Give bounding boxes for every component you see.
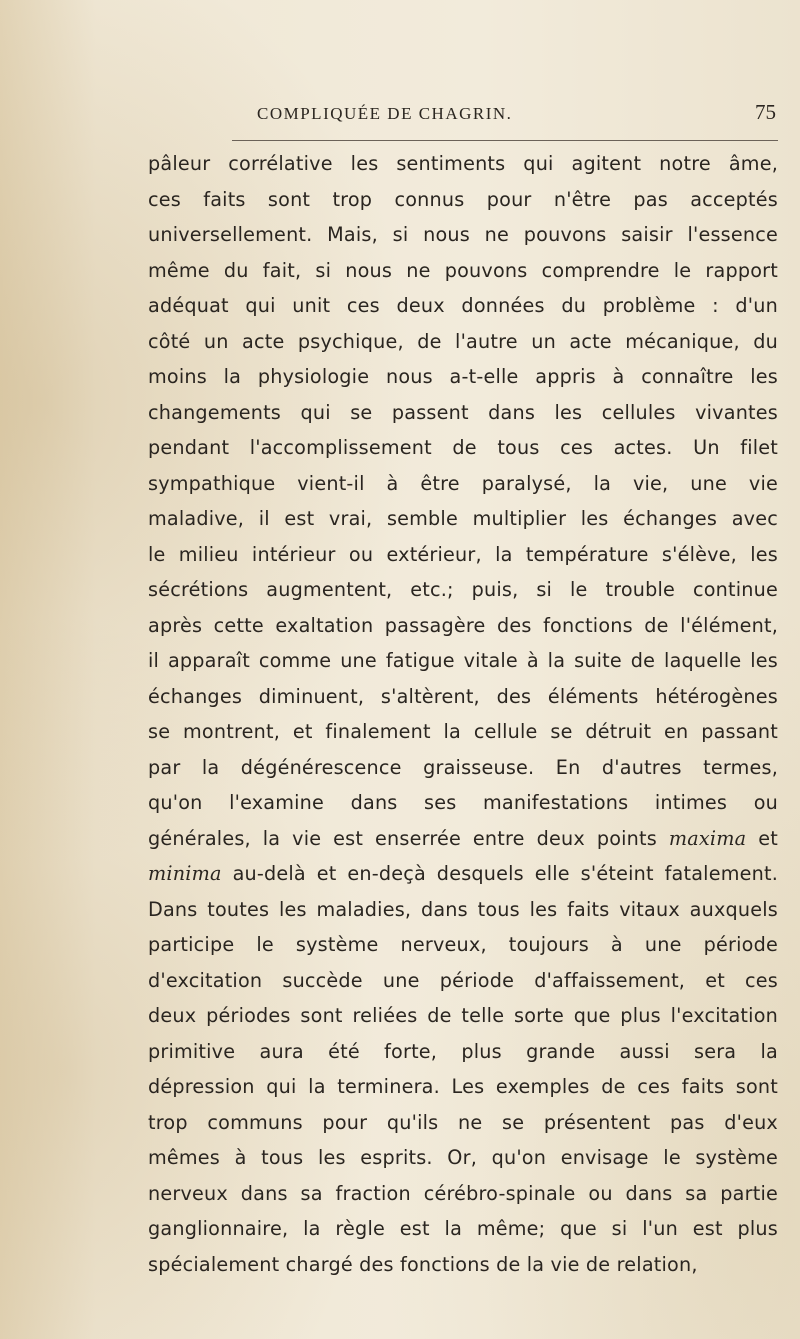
text-line: pâleur corrélative les sentiments qui agitent notre âme,	[148, 152, 778, 175]
text-line: le milieu intérieur ou extérieur, la température s'élève, les	[148, 542, 778, 566]
text-line: par la dégénérescence graisseuse. En d'autres termes,	[148, 755, 778, 779]
text-line: primitive aura été forte, plus grande aussi sera la	[148, 1039, 778, 1063]
text-line: adéquat qui unit ces deux données du problème : d'un	[148, 294, 778, 317]
page-number: 75	[755, 100, 776, 124]
text-line: deux périodes sont reliées de telle sorte que plus l'excitation	[148, 1004, 778, 1027]
text-line: qu'on l'examine dans ses manifestations intimes ou	[148, 791, 778, 814]
text-segment: générales, la vie est enserrée entre deux points	[148, 826, 657, 850]
body-text	[148, 146, 778, 1282]
text-line: ces faits sont trop connus pour n'être pas acceptés	[148, 187, 778, 211]
text-line: côté un acte psychique, de l'autre un acte mécanique, du	[148, 329, 778, 353]
text-line: sécrétions augmentent, etc.; puis, si le trouble continue	[148, 578, 778, 601]
text-line: spécialement chargé des fonctions de la vie de relation,	[148, 1252, 698, 1276]
text-line-with-italic	[148, 856, 778, 892]
text-line: après cette exaltation passagère des fonctions de l'élément,	[148, 613, 778, 637]
text-line: nerveux dans sa fraction cérébro-spinale ou dans sa partie	[148, 1181, 778, 1205]
text-line: dépression qui la terminera. Les exemples de ces faits sont	[148, 1075, 778, 1098]
text-line: universellement. Mais, si nous ne pouvons saisir l'essence	[148, 223, 778, 246]
text-line: d'excitation succède une période d'affaissement, et ces	[148, 968, 778, 992]
running-title: COMPLIQUÉE DE CHAGRIN.	[257, 104, 513, 123]
text-line: il apparaît comme une fatigue vitale à la suite de laquelle les	[148, 649, 778, 672]
text-line: ganglionnaire, la règle est la même; que si l'un est plus	[148, 1217, 778, 1240]
text-line: changements qui se passent dans les cellules vivantes	[148, 400, 778, 424]
running-head	[150, 100, 778, 130]
text-line: moins la physiologie nous a-t-elle appris à connaître les	[148, 365, 778, 388]
text-line: trop communs pour qu'ils ne se présentent pas d'eux	[148, 1110, 778, 1134]
text-line: pendant l'accomplissement de tous ces actes. Un filet	[148, 436, 778, 459]
italic-word-maxima: maxima	[668, 826, 747, 850]
text-line: sympathique vient-il à être paralysé, la vie, une vie	[148, 471, 778, 495]
text-line: mêmes à tous les esprits. Or, qu'on envisage le système	[148, 1146, 778, 1169]
text-line: se montrent, et finalement la cellule se détruit en passant	[148, 720, 778, 743]
text-line-with-italic	[148, 821, 778, 857]
text-line: Dans toutes les maladies, dans tous les faits vitaux auxquels	[148, 897, 778, 921]
text-segment: et	[758, 826, 778, 850]
text-line: participe le système nerveux, toujours à une période	[148, 933, 778, 956]
text-line: même du fait, si nous ne pouvons comprendre le rapport	[148, 258, 778, 282]
header-rule	[232, 140, 778, 141]
text-segment: au-delà et en-deçà desquels elle s'éteint fatalement.	[232, 862, 778, 885]
text-line: maladive, il est vrai, semble multiplier les échanges avec	[148, 507, 778, 530]
italic-word-minima: minima	[148, 862, 222, 885]
text-line: échanges diminuent, s'altèrent, des éléments hétérogènes	[148, 684, 778, 708]
